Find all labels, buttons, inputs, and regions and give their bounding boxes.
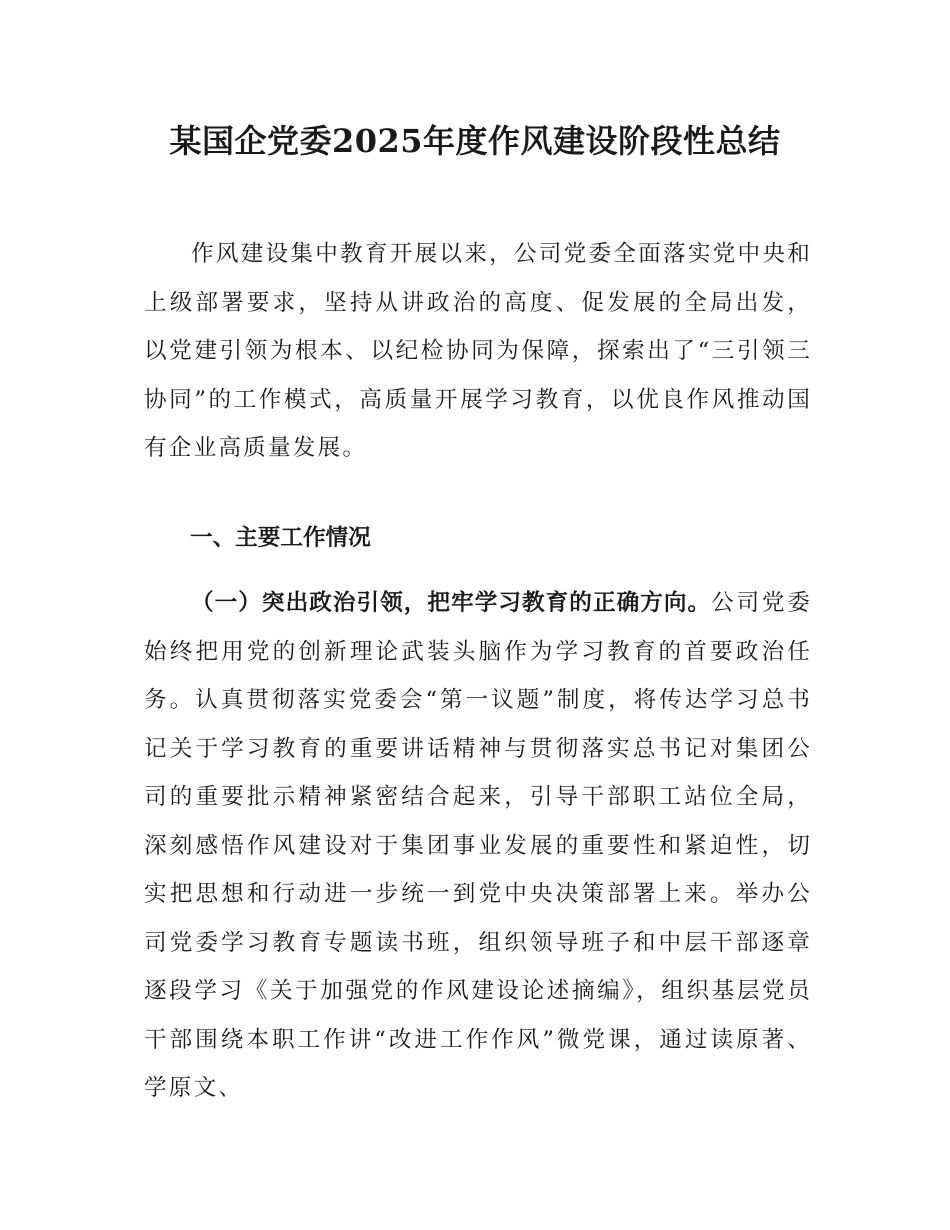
section-heading: 一、主要工作情况 [190,525,371,551]
intro-paragraph: 作风建设集中教育开展以来，公司党委全面落实党中央和上级部署要求，坚持从讲政治的高度、促发展的全局出发，以党建引领为根本、以纪检协同为保障，探索出了“三引领三协同”的工作模式，高质量开展学习教育，以优良作风推动国有企业高质量发展。 [144,241,812,461]
subsection-body: 公司党委始终把用党的创新理论武装头脑作为学习教育的首要政治任务。认真贯彻落实党委会“第一议题”制度，将传达学习总书记关于学习教育的重要讲话精神与贯彻落实总书记对集团公司的重要批示精神紧密结合起来，引导干部职工站位全局，深刻感悟作风建设对于集团事业发展的重要性和紧迫性，切实把思想和行动进一步统一到党中央决策部署上来。举办公司党委学习教育专题读书班，组织领导班子和中层干部逐章逐段学习《关于加强党的作风建设论述摘编》，组织基层党员干部围绕本职工作讲“改进工作作风”微党课，通过读原著、学原文、 [144,590,812,1101]
document-title: 某国企党委2025年度作风建设阶段性总结 [169,122,781,160]
subsection-lead: （一）突出政治引领，把牢学习教育的正确方向。 [191,590,712,616]
subsection-paragraph [144,579,812,1113]
